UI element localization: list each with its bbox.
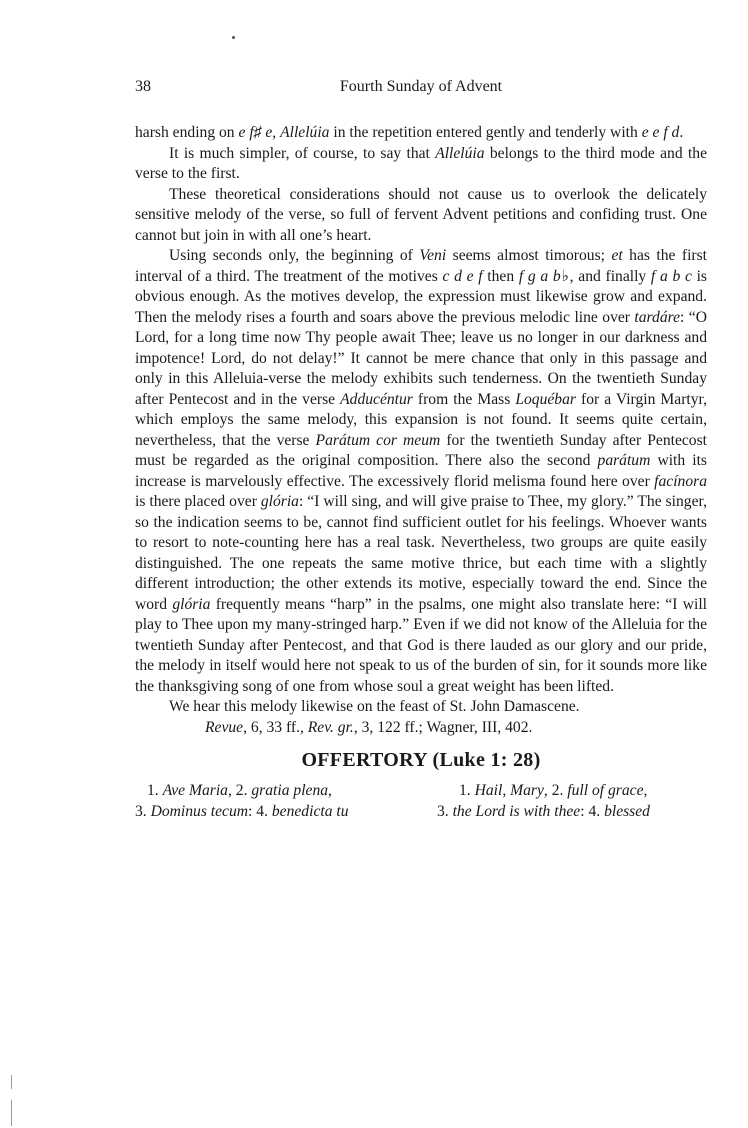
body-text <box>135 123 707 738</box>
page <box>135 78 707 822</box>
english-line: 3. the Lord is with thee: 4. blessed <box>437 803 650 820</box>
latin-line: 3. Dominus tecum: 4. benedicta tu <box>135 803 349 820</box>
margin-mark <box>11 1075 12 1089</box>
paragraph: These theoretical considerations should not cause us to overlook the delicately sensitive melody of the verse, so full of fervent Advent petitions and confiding trust. One cannot but join in with all one’s heart. <box>135 185 707 244</box>
running-title: Fourth Sunday of Advent <box>339 78 503 95</box>
section-title: OFFERTORY <box>301 749 428 771</box>
paragraph: We hear this melody likewise on the feast of St. John Damascene. <box>169 698 580 715</box>
parallel-text <box>135 780 707 822</box>
paragraph: It is much simpler, of course, to say that Allelúia belongs to the third mode and the verse to the first. <box>135 144 707 182</box>
latin-column <box>135 780 435 822</box>
margin-mark <box>11 1100 12 1126</box>
latin-line: 1. Ave Maria, 2. gratia plena, <box>147 782 332 799</box>
stray-mark <box>232 36 235 39</box>
english-column <box>437 780 707 822</box>
paragraph: Using seconds only, the beginning of Veni seems almost timorous; et has the first interval of a third. The treatment of the motives c d e f then f g a b♭, and finally f a b c is obvious enough. As the motives develop, the expression must likewise grow and expand. Then the melody rises a fourth and soars above the previous melodic line over tardáre: “O Lord, for a long time now Thy people await Thee; leave us no longer in our darkness and impotence! Lord, do not delay!” It cannot be mere chance that only in this passage and only in this Alleluia-verse the melody exhibits such tenderness. On the twentieth Sunday after Pentecost and in the verse Adducéntur from the Mass Loquébar for a Virgin Martyr, which employs the same melody, this expansion is not found. It seems quite certain, nevertheless, that the verse Parátum cor meum for the twentieth Sunday after Pentecost must be regarded as the original composition. There also the second parátum with its increase is marvelously effective. The excessively florid melisma found here over facínora is there placed over glória: “I will sing, and will give praise to Thee, my glory.” The singer, so the indication seems to be, cannot find sufficient outlet for his feelings. Whoever wants to resort to note-counting here has a real task. Nevertheless, two groups are quite easily distinguished. The one repeats the same motive thrice, but each time with a slightly different introduction; the other extends its motive, especially toward the end. Since the word glória frequently means “harp” in the psalms, one might also translate here: “I will play to Thee upon my many-stringed harp.” Even if we did not know of the Alleluia for the twentieth Sunday after Pentecost, and that God is there lauded as our glory and our pride, the melody in itself would here not speak to us of the burden of sin, for it sounds more like the thanksgiving song of one from whose soul a great weight has been lifted. <box>135 247 708 695</box>
page-header <box>135 78 707 100</box>
page-number: 38 <box>135 78 151 95</box>
paragraph: harsh ending on e f♯ e, Allelúia in the repetition entered gently and tenderly with e e f d. <box>135 124 684 141</box>
section-heading <box>135 749 707 772</box>
references: Revue, 6, 33 ff., Rev. gr., 3, 122 ff.; Wagner, III, 402. <box>205 718 533 736</box>
english-line: 1. Hail, Mary, 2. full of grace, <box>459 782 648 799</box>
section-reference: (Luke 1: 28) <box>432 749 541 771</box>
